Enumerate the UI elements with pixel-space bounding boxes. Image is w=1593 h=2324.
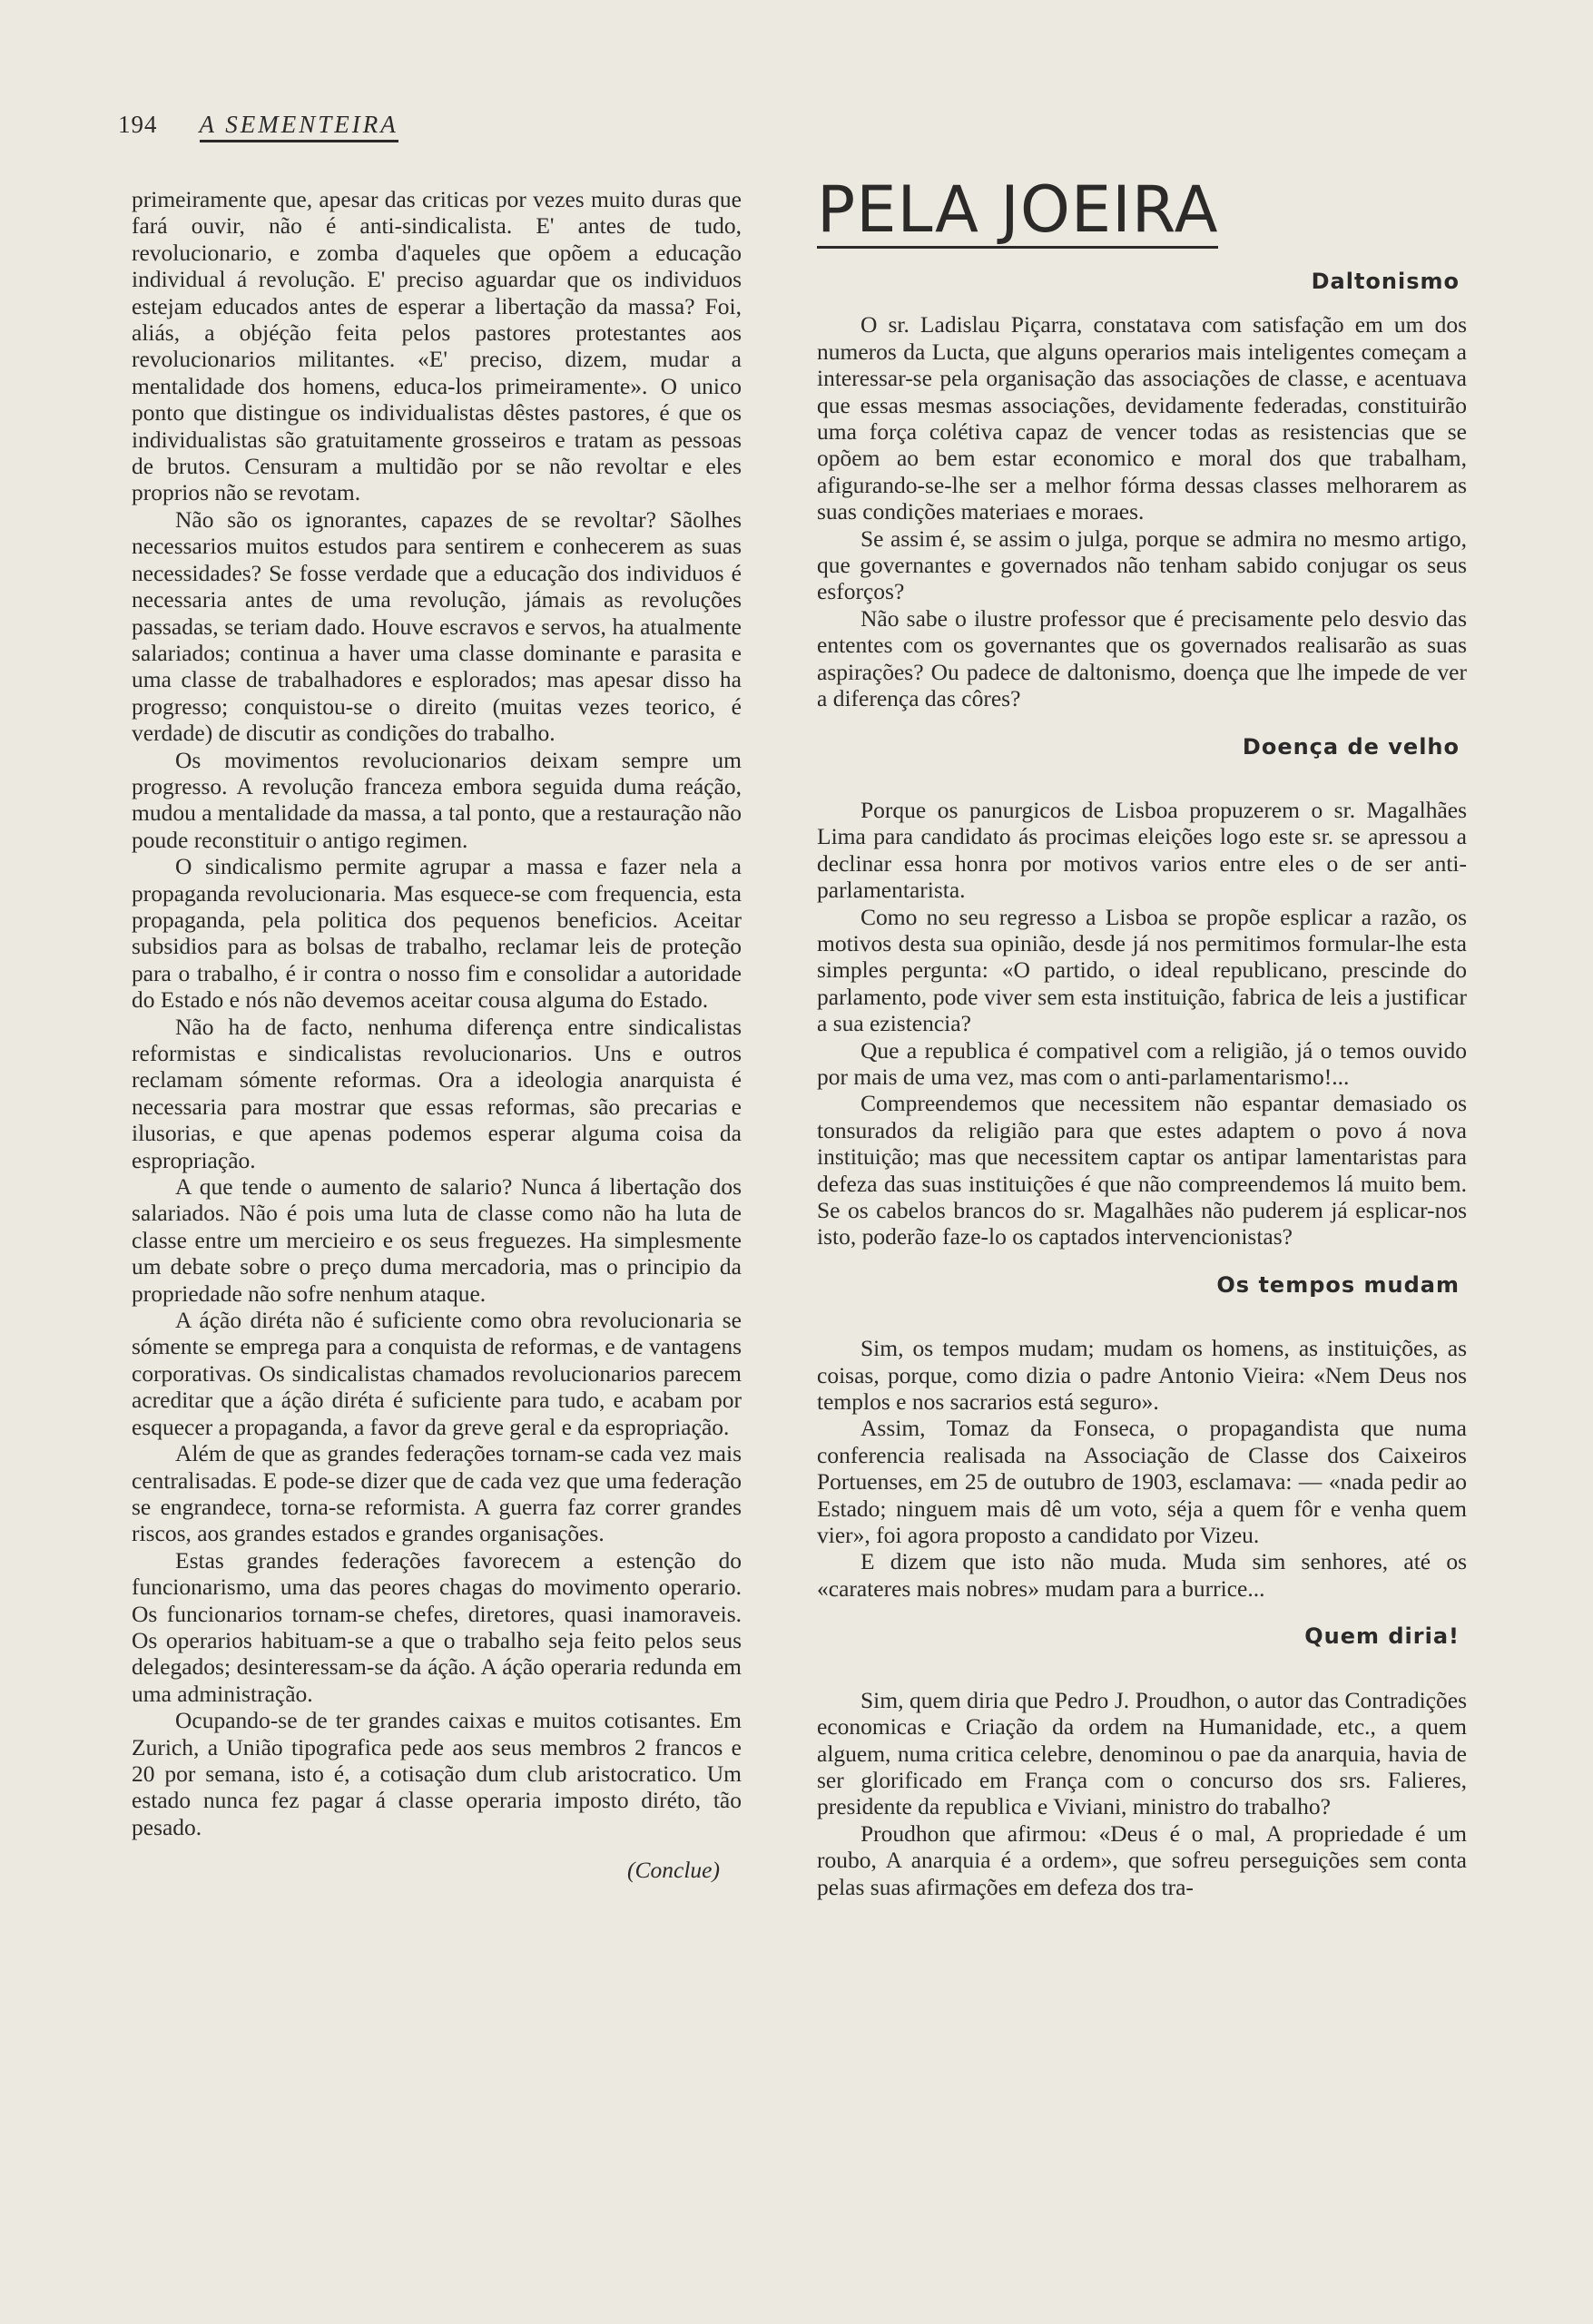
article-paragraph: Ocupando-se de ter grandes caixas e muitos cotisantes. Em Zurich, a União tipografica pede aos seus membros 2 francos e 20 por semana, isto é, a cotisação dum club aristocratico. Um estado nunca fez pagar á classe operaria imposto diréto, tão pesado. (132, 1707, 742, 1840)
article-paragraph: O sr. Ladislau Piçarra, constatava com satisfação em um dos numeros da Lucta, que alguns operarios mais inteligentes começam a interessar-se pela organisação das associações de classe, e acentuava que essas mesmas associações, devidamente federadas, constituirão uma força colétiva capaz de vencer todas as resistencias que se opõem ao bem estar economico e moral dos que trabalham, afigurando-se-lhe ser a melhor fórma dessas classes melhorarem as suas condições materiaes e moraes. (817, 311, 1467, 525)
subheading-daltonismo: Daltonismo (1311, 269, 1460, 294)
article-paragraph: A que tende o aumento de salario? Nunca á libertação dos salariados. Não é pois uma luta de classe como não ha luta de classe entre um mercieiro e os seus freguezes. Ha simplesmente um debate sobre o preço duma mercadoria, mas o principio da propriedade não sofre nenhum ataque. (132, 1173, 742, 1307)
right-column (817, 172, 1467, 1900)
article-paragraph: Sim, os tempos mudam; mudam os homens, as instituições, as coisas, porque, como dizia o padre Antonio Vieira: «Nem Deus nos templos e nos sacrarios está seguro». (817, 1335, 1467, 1416)
subheading-doenca-de-velho: Doença de velho (1242, 733, 1460, 760)
article-paragraph: Proudhon que afirmou: «Deus é o mal, A propriedade é um roubo, A anarquia é a ordem», que sofreu perseguições sem conta pelas suas afirmações em defeza dos tra- (817, 1819, 1467, 1900)
article-paragraph: Compreendemos que necessitem não espantar demasiado os tonsurados da religião para que estes adaptem o povo á nova instituição; mas que necessitem captar os antipar lamentaristas para defeza das suas instituições é que não compreendemos lá muito bem. Se os cabelos brancos do sr. Magalhães não puderem já esplicar-nos isto, poderão faze-lo os captados intervencionistas? (817, 1090, 1467, 1250)
article-paragraph: E dizem que isto não muda. Muda sim senhores, até os «carateres mais nobres» mudam para a burrice... (817, 1548, 1467, 1602)
article-paragraph: Não são os ignorantes, capazes de se revoltar? Sãolhes necessarios muitos estudos para sentirem e conhecerem as suas necessidades? Se fosse verdade que a educação dos individuos é necessaria antes de uma revolução, jámais as revoluções passadas, se teriam dado. Houve escravos e servos, ha atualmente salariados; continua a haver uma classe dominante e parasita e uma classe de trabalhadores e esplorados; mas apesar disso ha progresso; conquistou-se o direito (muitas vezes teorico, é verdade) de discutir as condições do trabalho. (132, 505, 742, 747)
article-paragraph: Além de que as grandes federações tornam-se cada vez mais centralisadas. E pode-se dizer que de cada vez que uma federação se engrandece, torna-se reformista. A guerra faz correr grandes riscos, aos grandes estados e grandes organisações. (132, 1440, 742, 1547)
article-paragraph: Não ha de facto, nenhuma diferença entre sindicalistas reformistas e sindicalistas revolucionarios. Uns e outros reclamam sómente reformas. Ora a ideologia anarquista é necessaria para mostrar que essas reformas, são precarias e ilusorias, e que apenas podemos esperar alguma coisa da espropriação. (132, 1013, 742, 1173)
article-paragraph: Como no seu regresso a Lisboa se propõe esplicar a razão, os motivos desta sua opinião, desde já nos permitimos formular-lhe esta simples pergunta: «O partido, o ideal republicano, prescinde do parlamento, pode viver sem esta instituição, fabrica de leis a justificar a sua ezistencia? (817, 903, 1467, 1037)
article-paragraph: O sindicalismo permite agrupar a massa e fazer nela a propaganda revolucionaria. Mas esquece-se com frequencia, esta propaganda, pela politica dos pequenos beneficios. Aceitar subsidios para as bolsas de trabalho, reclamar leis de proteção para o trabalho, é ir contra o nosso fim e consolidar a autoridade do Estado e nós não devemos aceitar cousa alguma do Estado. (132, 853, 742, 1014)
article-paragraph: Os movimentos revolucionarios deixam sempre um progresso. A revolução franceza embora seguida duma reáção, mudou a mentalidade da massa, a tal ponto, que a restauração não poude reconstituir o antigo regimen. (132, 746, 742, 853)
article-paragraph: Que a republica é compativel com a religião, já o temos ouvido por mais de uma vez, mas com o anti-parlamentarismo!... (817, 1036, 1467, 1090)
section-title: PELA JOEIRA (817, 172, 1219, 247)
article-continuation-note: (Conclue) (627, 1857, 720, 1884)
article-paragraph: Estas grandes federações favorecem a estenção do funcionarismo, uma das peores chagas do movimento operario. Os funcionarios tornam-se chefes, diretores, quasi inamoraveis. Os operarios habituam-se a que o trabalho seja feito pelos seus delegados; desinteressam-se da áção. A áção operaria redunda em uma administração. (132, 1546, 742, 1707)
page-number: 194 (118, 111, 158, 138)
subheading-os-tempos-mudam: Os tempos mudam (1216, 1271, 1460, 1298)
page-header (118, 111, 398, 139)
article-paragraph: A áção diréta não é suficiente como obra revolucionaria se sómente se emprega para a conquista de reformas, e de vantagens corporativas. Os sindicalistas chamados revolucionarios parecem acreditar que a áção diréta é suficiente para tudo, e acabam por esquecer a propaganda, a favor da greve geral e da espropriação. (132, 1307, 742, 1440)
article-paragraph: Assim, Tomaz da Fonseca, o propagandista que numa conferencia realisada na Associação de Classe dos Caixeiros Portuenses, em 25 de outubro de 1903, esclamava: — «nada pedir ao Estado; ninguem mais dê um voto, séja a quem fôr e venha quem vier», foi agora proposto a candidato por Vizeu. (817, 1415, 1467, 1549)
left-column (132, 186, 742, 1884)
journal-name: A SEMENTEIRA (200, 111, 398, 142)
article-paragraph: Não sabe o ilustre professor que é precisamente pelo desvio das ententes com os governantes que os governados realisarão as suas aspirações? Ou padece de daltonismo, doença que lhe impede de ver a diferença das côres? (817, 604, 1467, 712)
subheading-quem-diria: Quem diria! (1304, 1623, 1460, 1650)
article-paragraph: Se assim é, se assim o julga, porque se admira no mesmo artigo, que governantes e governados não tenham sabido conjugar os seus esforços? (817, 525, 1467, 605)
article-paragraph: Porque os panurgicos de Lisboa propuzerem o sr. Magalhães Lima para candidato ás procimas eleições logo este sr. se apressou a declinar essa honra por motivos varios entre eles o de ser anti-parlamentarista. (817, 796, 1467, 904)
article-paragraph: primeiramente que, apesar das criticas por vezes muito duras que fará ouvir, não é anti-sindicalista. E' antes de tudo, revolucionario, e zomba d'aqueles que opõem a educação individual á revolução. E' preciso aguardar que os individuos estejam educados antes de esperar a libertação da massa? Foi, aliás, a objéção feita pelos pastores protestantes aos revolucionarios militantes. «E' preciso, dizem, mudar a mentalidade dos homens, educa-los primeiramente». O unico ponto que distingue os individualistas dêstes pastores, é que os individualistas são gratuitamente grosseiros e tratam as pessoas de brutos. Censuram a multidão por se não revoltar e eles proprios não se revotam. (132, 186, 742, 506)
article-paragraph: Sim, quem diria que Pedro J. Proudhon, o autor das Contradições economicas e Criação da ordem na Humanidade, etc., a quem alguem, numa critica celebre, denominou o pae da anarquia, havia de ser glorificado em França com o concurso dos srs. Falieres, presidente da republica e Viviani, ministro do trabalho? (817, 1686, 1467, 1820)
